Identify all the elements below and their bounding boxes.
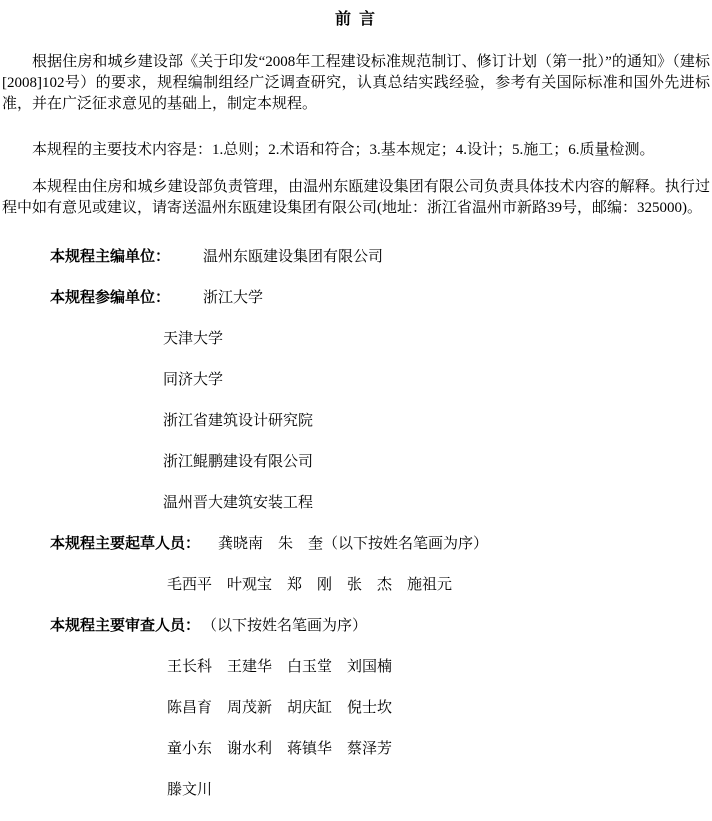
- reviewers-names: 陈昌育 周茂新 胡庆缸 倪士坎: [167, 700, 393, 716]
- reviewers-names: 童小东 谢水利 蒋镇华 蔡泽芳: [167, 741, 393, 757]
- drafters-names: 龚晓南 朱 奎（以下按姓名笔画为序）: [218, 536, 489, 552]
- drafters-label: 本规程主要起草人员：: [50, 536, 201, 552]
- drafters-names: 毛西平 叶观宝 郑 刚 张 杰 施祖元: [167, 577, 453, 593]
- reviewers-label: 本规程主要审查人员：: [50, 618, 201, 634]
- participating-unit: 浙江大学: [203, 290, 264, 306]
- reviewers-names: 滕文川: [167, 782, 213, 798]
- chief-editor-label: 本规程主编单位：: [50, 249, 171, 265]
- chief-editor-value: 温州东瓯建设集团有限公司: [203, 249, 384, 265]
- paragraph-basis: 根据住房和城乡建设部《关于印发“2008年工程建设标准规范制订、修订计划（第一批）”的通知》（建标[2008]102号）的要求，规程编制组经广泛调查研究，认真总结实践经验，参考有关国际标准和国外先进标准，并在广泛征求意见的基础上，制定本规程。: [2, 54, 710, 112]
- participating-units-row: [50, 288, 712, 309]
- chief-editor-row: [50, 247, 712, 268]
- reviewers-sort-note: （以下按姓名笔画为序）: [202, 618, 368, 634]
- drafters-row: [50, 534, 712, 555]
- participating-unit: 天津大学: [163, 331, 224, 347]
- participating-unit: 浙江鲲鹏建设有限公司: [163, 454, 314, 470]
- page-title: 前 言: [334, 11, 377, 28]
- reviewers-names: 王长科 王建华 白玉堂 刘国楠: [167, 659, 393, 675]
- participating-unit: 温州晋大建筑安装工程: [163, 495, 314, 511]
- paragraph-management: 本规程由住房和城乡建设部负责管理，由温州东瓯建设集团有限公司负责具体技术内容的解释。执行过程中如有意见或建议，请寄送温州东瓯建设集团有限公司(地址：浙江省温州市新路39号，邮编：325000)。: [2, 179, 710, 216]
- reviewers-row: [50, 616, 712, 637]
- participating-unit: 同济大学: [163, 372, 224, 388]
- paragraph-contents: 本规程的主要技术内容是：1.总则；2.术语和符合；3.基本规定；4.设计；5.施工；6.质量检测。: [32, 142, 655, 158]
- participating-unit: 浙江省建筑设计研究院: [163, 413, 314, 429]
- participating-units-label: 本规程参编单位：: [50, 290, 171, 306]
